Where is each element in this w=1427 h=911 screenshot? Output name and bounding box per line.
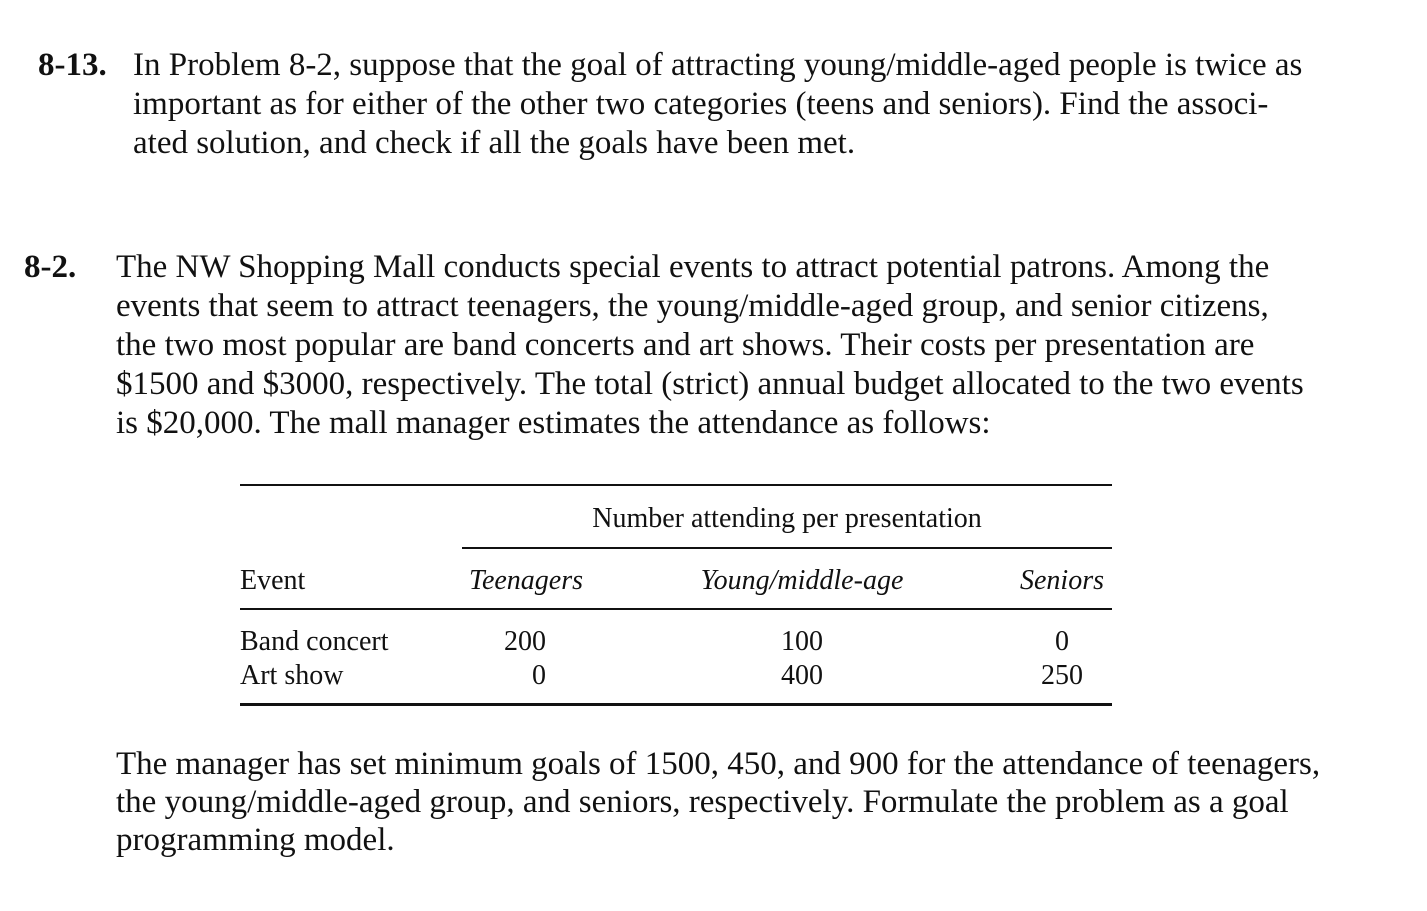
group-header-rule [462, 547, 1112, 549]
cell-young-middle-age: 100 [781, 626, 823, 657]
text-line: important as for either of the other two categories (teens and seniors). Find the associ- [133, 86, 1269, 122]
header-young-middle-age: Young/middle-age [700, 565, 904, 596]
text-line: The NW Shopping Mall conducts special events to attract potential patrons. Among the [116, 249, 1270, 285]
header-event: Event [240, 565, 306, 596]
text-line: The manager has set minimum goals of 1500, 450, and 900 for the attendance of teenagers, [116, 746, 1321, 782]
text-line: $1500 and $3000, respectively. The total (strict) annual budget allocated to the two events [116, 366, 1304, 402]
text-line: the two most popular are band concerts and art shows. Their costs per presentation are [116, 327, 1255, 363]
header-seniors: Seniors [1020, 565, 1104, 596]
cell-event: Art show [240, 660, 344, 691]
problem-text [116, 248, 1304, 443]
cell-young-middle-age: 400 [781, 660, 823, 691]
cell-event: Band concert [240, 626, 389, 657]
header-rule [240, 608, 1112, 610]
cell-teenagers: 200 [504, 626, 546, 657]
header-teenagers: Teenagers [468, 565, 584, 596]
cell-teenagers: 0 [532, 660, 546, 691]
problem-8-13 [38, 46, 1418, 176]
problem-number: 8-13. [38, 47, 107, 83]
table-top-rule [240, 484, 1112, 486]
group-header: Number attending per presentation [592, 503, 982, 534]
closing-paragraph [116, 745, 1320, 859]
table-bottom-rule [240, 703, 1112, 706]
text-line: In Problem 8-2, suppose that the goal of attracting young/middle-aged people is twice as [133, 47, 1303, 83]
cell-seniors: 250 [1041, 660, 1083, 691]
text-line: events that seem to attract teenagers, the young/middle-aged group, and senior citizens, [116, 288, 1269, 324]
cell-seniors: 0 [1055, 626, 1069, 657]
text-line: the young/middle-aged group, and seniors, respectively. Formulate the problem as a goal [116, 784, 1289, 820]
text-line: ated solution, and check if all the goals have been met. [133, 125, 856, 161]
problem-text [133, 46, 1302, 163]
problem-8-2 [24, 248, 1414, 448]
problem-number: 8-2. [24, 249, 77, 285]
text-line: programming model. [116, 822, 395, 858]
text-line: is $20,000. The mall manager estimates the attendance as follows: [116, 405, 991, 441]
